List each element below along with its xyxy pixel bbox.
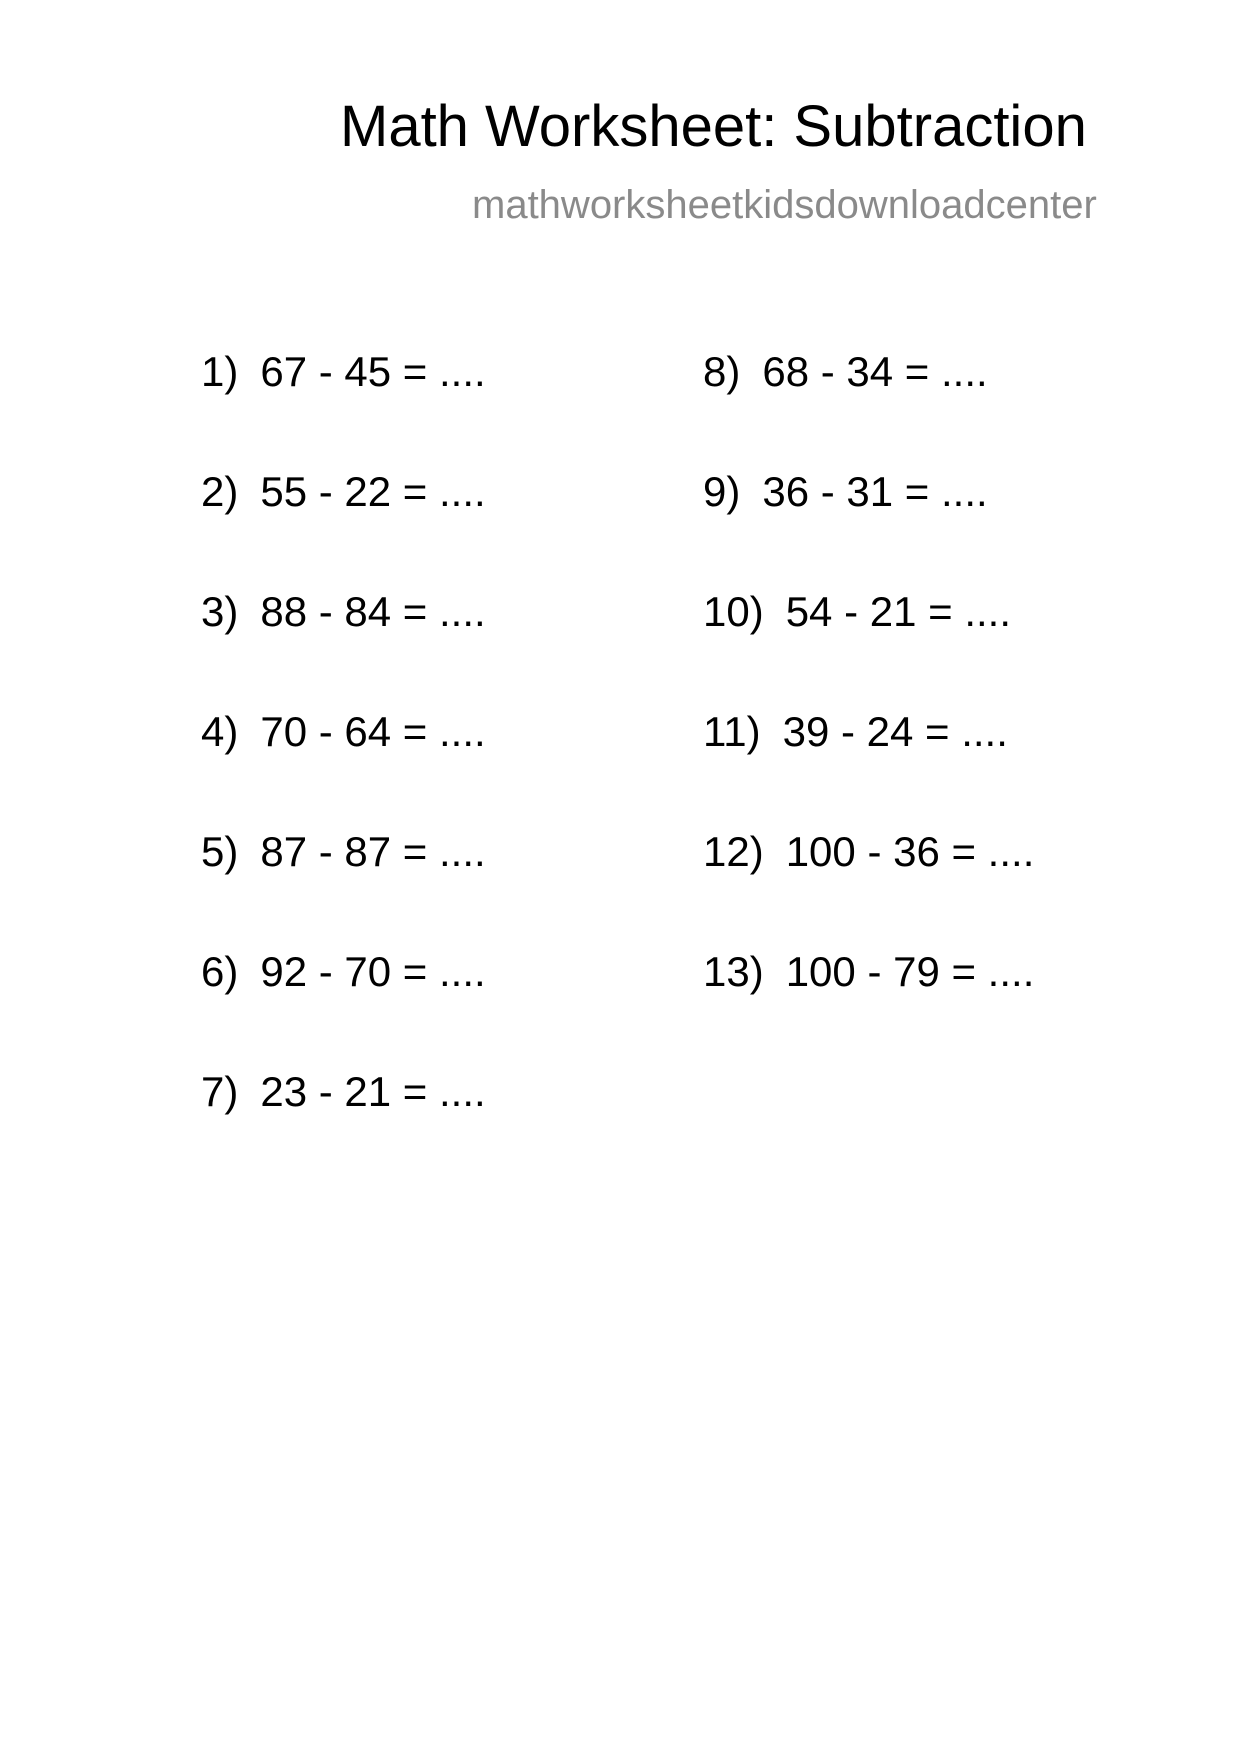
problem-number: 13) — [703, 948, 764, 995]
problem-12 — [703, 828, 1203, 951]
problem-expression: 70 - 64 = .... — [260, 708, 486, 755]
problem-13 — [703, 948, 1203, 1071]
source-subtitle: mathworksheetkidsdownloadcenter — [472, 183, 1097, 227]
problem-expression: 68 - 34 = .... — [762, 348, 988, 395]
page-title: Math Worksheet: Subtraction — [340, 94, 1087, 159]
problem-9 — [703, 468, 1203, 591]
problem-number: 7) — [201, 1068, 239, 1115]
problem-number: 9) — [703, 468, 741, 515]
problem-7 — [201, 1068, 701, 1191]
problem-number: 2) — [201, 468, 239, 515]
problem-5 — [201, 828, 701, 951]
problem-expression: 23 - 21 = .... — [260, 1068, 486, 1115]
problem-column-left — [201, 348, 701, 1191]
problem-expression: 54 - 21 = .... — [785, 588, 1012, 635]
problem-expression: 100 - 79 = .... — [785, 948, 1035, 995]
problem-expression: 88 - 84 = .... — [260, 588, 486, 635]
problem-expression: 36 - 31 = .... — [762, 468, 988, 515]
problem-column-right — [703, 348, 1203, 1071]
problem-expression: 55 - 22 = .... — [260, 468, 486, 515]
problem-number: 8) — [703, 348, 741, 395]
problem-6 — [201, 948, 701, 1071]
problem-number: 1) — [201, 348, 239, 395]
problem-11 — [703, 708, 1203, 831]
problem-1 — [201, 348, 701, 471]
problem-2 — [201, 468, 701, 591]
problem-number: 6) — [201, 948, 239, 995]
problem-number: 11) — [703, 708, 761, 755]
problem-8 — [703, 348, 1203, 471]
problem-3 — [201, 588, 701, 711]
problem-number: 4) — [201, 708, 239, 755]
problem-expression: 39 - 24 = .... — [782, 708, 1008, 755]
problem-expression: 87 - 87 = .... — [260, 828, 486, 875]
worksheet-header — [0, 0, 1240, 260]
problem-expression: 100 - 36 = .... — [785, 828, 1035, 875]
problem-4 — [201, 708, 701, 831]
problem-number: 10) — [703, 588, 764, 635]
problem-expression: 92 - 70 = .... — [260, 948, 486, 995]
problem-number: 12) — [703, 828, 764, 875]
problem-10 — [703, 588, 1203, 711]
problem-number: 5) — [201, 828, 239, 875]
problem-number: 3) — [201, 588, 239, 635]
problem-expression: 67 - 45 = .... — [260, 348, 486, 395]
